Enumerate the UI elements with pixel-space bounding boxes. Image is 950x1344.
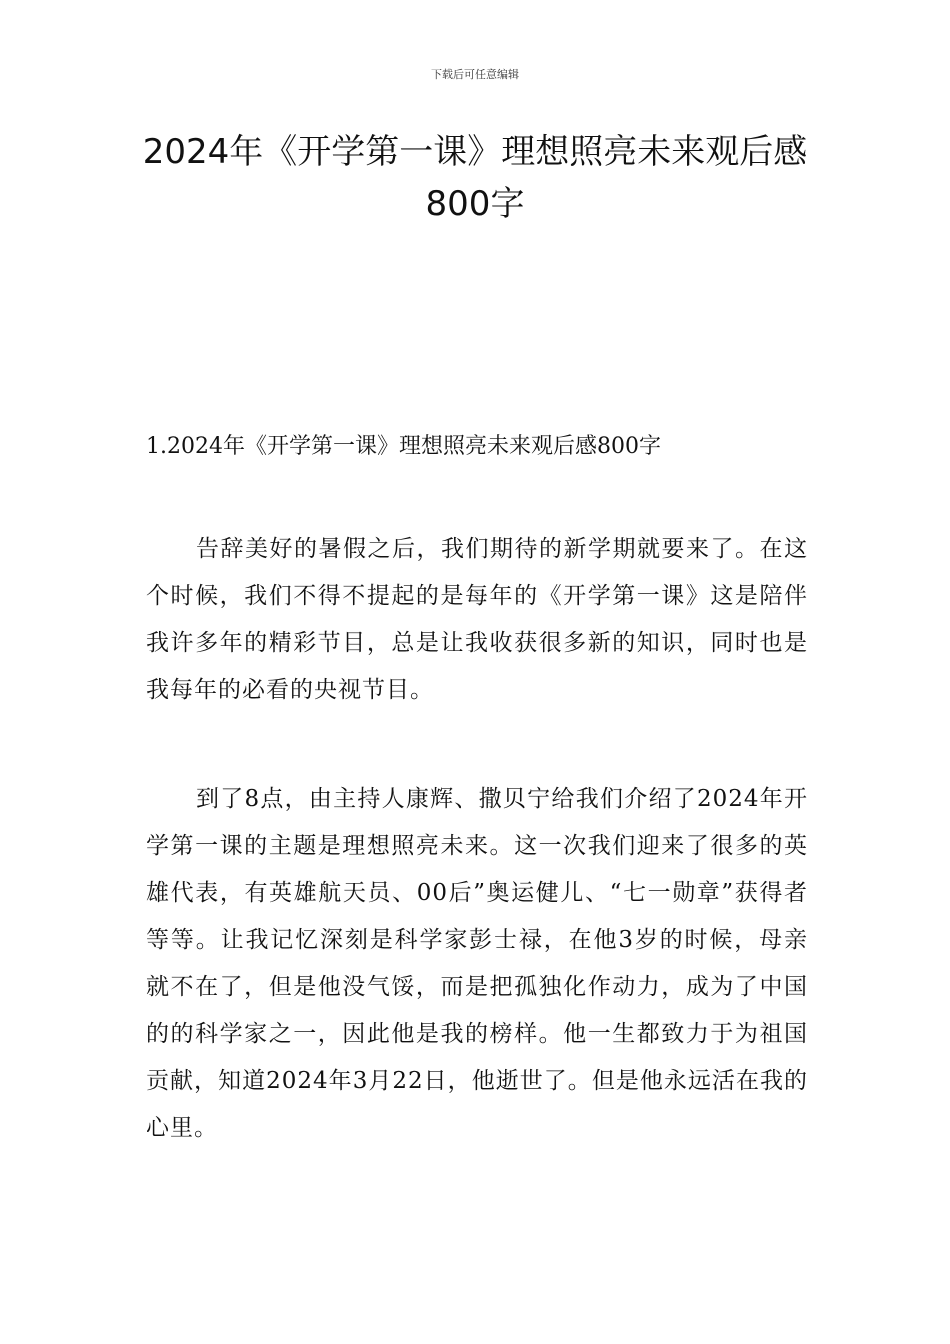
document-title: 2024年《开学第一课》理想照亮未来观后感800字 [142, 132, 808, 224]
header-note: 下载后可任意编辑 [431, 68, 519, 81]
body-paragraph-1: 告辞美好的暑假之后，我们期待的新学期就要来了。在这个时候，我们不得不提起的是每年的《开学第一课》这是陪伴我许多年的精彩节目，总是让我收获很多新的知识，同时也是我每年的必看的央视节目。 [146, 536, 808, 703]
body-paragraph-2: 到了8点，由主持人康辉、撒贝宁给我们介绍了2024年开学第一课的主题是理想照亮未来。这一次我们迎来了很多的英雄代表，有英雄航天员、00后”奥运健儿、“七一勋章”获得者等等。让我记忆深刻是科学家彭士禄，在他3岁的时候，母亲就不在了，但是他没气馁，而是把孤独化作动力，成为了中国的的科学家之一，因此他是我的榜样。他一生都致力于为祖国贡献，知道2024年3月22日，他逝世了。但是他永远活在我的心里。 [146, 786, 808, 1141]
section-heading: 1.2024年《开学第一课》理想照亮未来观后感800字 [146, 434, 661, 459]
